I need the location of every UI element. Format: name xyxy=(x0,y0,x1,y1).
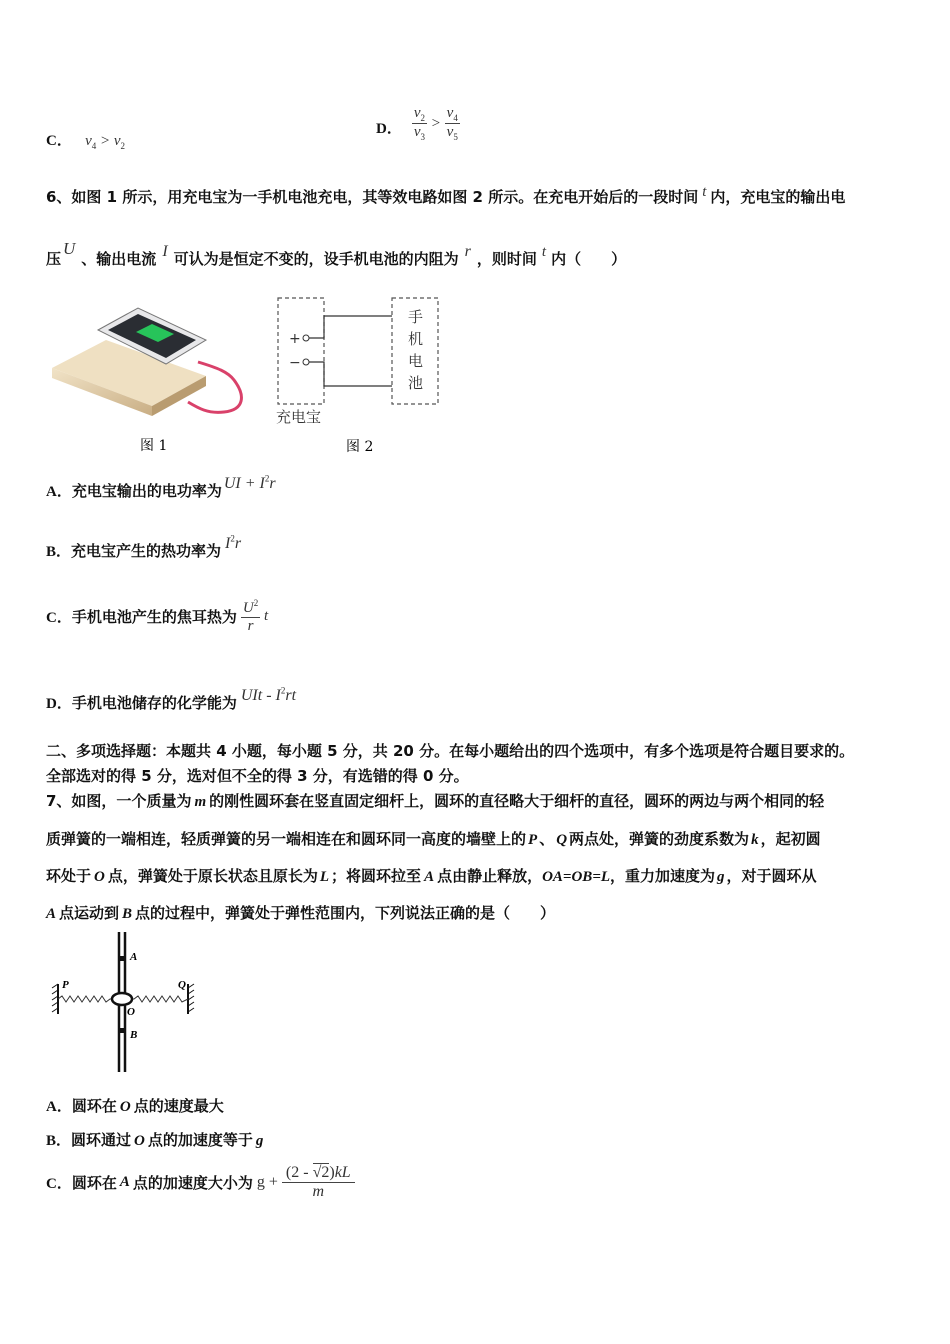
left-spring xyxy=(58,996,114,1002)
option-label: D． xyxy=(46,696,72,712)
option-label: C． xyxy=(46,1176,72,1193)
point-p-label: P xyxy=(62,979,69,991)
fig1-caption: 图 1 xyxy=(140,438,168,454)
q6-option-a xyxy=(46,473,276,501)
q7-text: ，重力加速度为 xyxy=(610,867,716,885)
q7-option-b xyxy=(46,1129,263,1150)
plus-terminal-label: + xyxy=(289,331,301,347)
q7-text: 的刚性圆环套在竖直固定细杆上，圆环的直径略大于细杆的直径，圆环的两边与两个相同的轻 xyxy=(209,792,825,810)
minus-terminal xyxy=(303,359,309,365)
option-text: 手机电池储存的化学能为 xyxy=(71,694,237,712)
q5-option-d xyxy=(376,105,460,143)
q7-text: 点的过程中，弹簧处于弹性范围内，下列说法正确的是（ ） xyxy=(135,904,556,922)
formula-U2-over-r-t: $\frac{U^2}{r}$ t xyxy=(242,598,269,635)
var-L: L xyxy=(319,869,330,885)
figure-1-powerbank-phone xyxy=(48,298,258,458)
q6-text: 内，充电宝的输出电 xyxy=(710,188,846,206)
var-A: A xyxy=(46,906,57,922)
q6-text: 、输出电流 xyxy=(81,250,157,268)
section2-line2: 全部选对的得 5 分，选对但不全的得 3 分，有选错的得 0 分。 xyxy=(46,767,469,785)
q6-line1 xyxy=(46,186,845,207)
var-t: t xyxy=(541,244,547,260)
q7-text: ，起初圆 xyxy=(760,830,821,848)
option-label: B． xyxy=(46,544,72,560)
q6-text: 内（ ） xyxy=(551,250,627,268)
option-label: D． xyxy=(376,121,402,138)
q6-line2 xyxy=(46,239,627,269)
q7-line2 xyxy=(46,828,821,849)
option-text: 点的加速度等于 xyxy=(147,1131,253,1149)
q7-text: ；将圆环拉至 xyxy=(331,867,422,885)
ring xyxy=(112,993,132,1005)
option-label: A． xyxy=(46,484,72,500)
figure-ring-springs xyxy=(50,930,200,1076)
wire-bottom xyxy=(309,362,392,386)
var-I: I xyxy=(162,243,168,260)
option-text: 圆环在 xyxy=(71,1097,117,1115)
q6-text: 6、如图 1 所示，用充电宝为一手机电池充电，其等效电路如图 2 所示。在充电开始后的一段时间 xyxy=(46,188,699,206)
fig2-caption: 图 2 xyxy=(346,439,374,455)
battery-char: 电 xyxy=(408,352,424,370)
var-U: U xyxy=(63,239,76,258)
point-b-label: B xyxy=(130,1029,138,1041)
q6-option-c xyxy=(46,598,268,636)
minus-terminal-label: − xyxy=(289,355,301,371)
formula-ratio: $\frac{v_2}{v_3}$ > $\frac{v_4}{v_5}$ xyxy=(413,105,458,143)
q6-text: 可认为是恒定不变的，设手机电池的内阻为 xyxy=(173,250,459,268)
q7-text: ，对于圆环从 xyxy=(726,867,817,885)
option-text: 手机电池产生的焦耳热为 xyxy=(71,608,237,627)
q7-text: 两点处，弹簧的劲度系数为 xyxy=(569,830,750,848)
var-k: k xyxy=(751,832,759,848)
powerbank-box xyxy=(278,298,324,404)
var-A: A xyxy=(424,869,435,885)
right-spring xyxy=(130,996,188,1002)
option-label: C． xyxy=(46,610,72,627)
q6-text: ，则时间 xyxy=(476,250,537,268)
point-b-marker xyxy=(119,1028,125,1033)
option-text: 点的速度最大 xyxy=(133,1097,224,1115)
option-text: 充电宝输出的电功率为 xyxy=(71,482,222,500)
point-a-marker xyxy=(119,956,125,961)
q7-text: 点由静止释放， xyxy=(437,867,543,885)
formula-acceleration-at-a: g + $\frac{(2 - √2)kL}{m}$ xyxy=(257,1164,355,1202)
var-P: P xyxy=(528,832,538,848)
q6-text: 压 xyxy=(46,250,62,268)
var-r: r xyxy=(464,243,471,260)
q7-line1 xyxy=(46,790,824,811)
formula-UIt-minus-I2rt: UIt - $I^2rt$ xyxy=(240,685,297,704)
formula-v4-gt-v2: $v_4 > v_2$ xyxy=(85,133,126,151)
q5-option-c xyxy=(46,129,125,151)
q7-text: 点运动到 xyxy=(59,904,120,922)
q7-text: 环处于 xyxy=(46,867,92,885)
option-text: 圆环在 xyxy=(71,1174,117,1193)
var-O: O xyxy=(119,1099,131,1115)
formula-UI-plus-I2r: UI + $I^2r$ xyxy=(223,473,276,492)
q7-line4 xyxy=(46,902,555,923)
q6-option-b xyxy=(46,533,242,561)
var-Q: Q xyxy=(556,832,568,848)
option-label: B． xyxy=(46,1133,72,1149)
q7-text: 质弹簧的一端相连，轻质弹簧的另一端相连在和圆环同一高度的墙壁上的 xyxy=(46,830,527,848)
var-g: g xyxy=(255,1133,264,1149)
figure-2-circuit xyxy=(272,292,452,462)
var-g: g xyxy=(717,869,725,885)
q7-option-c xyxy=(46,1164,355,1202)
q7-text: 、 xyxy=(539,830,555,848)
q7-line3 xyxy=(46,865,817,886)
point-a-label: A xyxy=(130,951,138,963)
var-A: A xyxy=(119,1174,130,1191)
point-o-label: O xyxy=(127,1006,135,1018)
var-t: t xyxy=(702,184,707,200)
var-O: O xyxy=(134,1133,145,1149)
section2-line1: 二、多项选择题：本题共 4 小题，每小题 5 分，共 20 分。在每小题给出的四个选项中，有多个选项是符合题目要求的。 xyxy=(46,742,855,760)
q7-option-a xyxy=(46,1095,224,1116)
q6-option-d xyxy=(46,685,297,713)
var-m: m xyxy=(194,794,207,810)
option-label: C． xyxy=(46,133,72,149)
q7-text: 点，弹簧处于原长状态且原长为 xyxy=(107,867,318,885)
option-label: A． xyxy=(46,1099,72,1115)
formula-oa-ob-l: OA=OB=L xyxy=(542,869,611,885)
battery-char: 池 xyxy=(408,374,424,392)
battery-char: 手 xyxy=(408,308,424,326)
option-text: 充电宝产生的热功率为 xyxy=(71,542,222,560)
plus-terminal xyxy=(303,335,309,341)
q7-text: 7、如图，一个质量为 xyxy=(46,792,192,810)
point-q-label: Q xyxy=(178,979,186,991)
var-O: O xyxy=(94,869,105,885)
option-text: 圆环通过 xyxy=(71,1131,132,1149)
fig2-source-label: 充电宝 xyxy=(276,408,322,426)
formula-I2r: $I^2r$ xyxy=(225,533,242,552)
battery-char: 机 xyxy=(408,330,424,348)
wire-top xyxy=(309,316,392,338)
var-B: B xyxy=(122,906,133,922)
option-text: 点的加速度大小为 xyxy=(132,1174,253,1193)
